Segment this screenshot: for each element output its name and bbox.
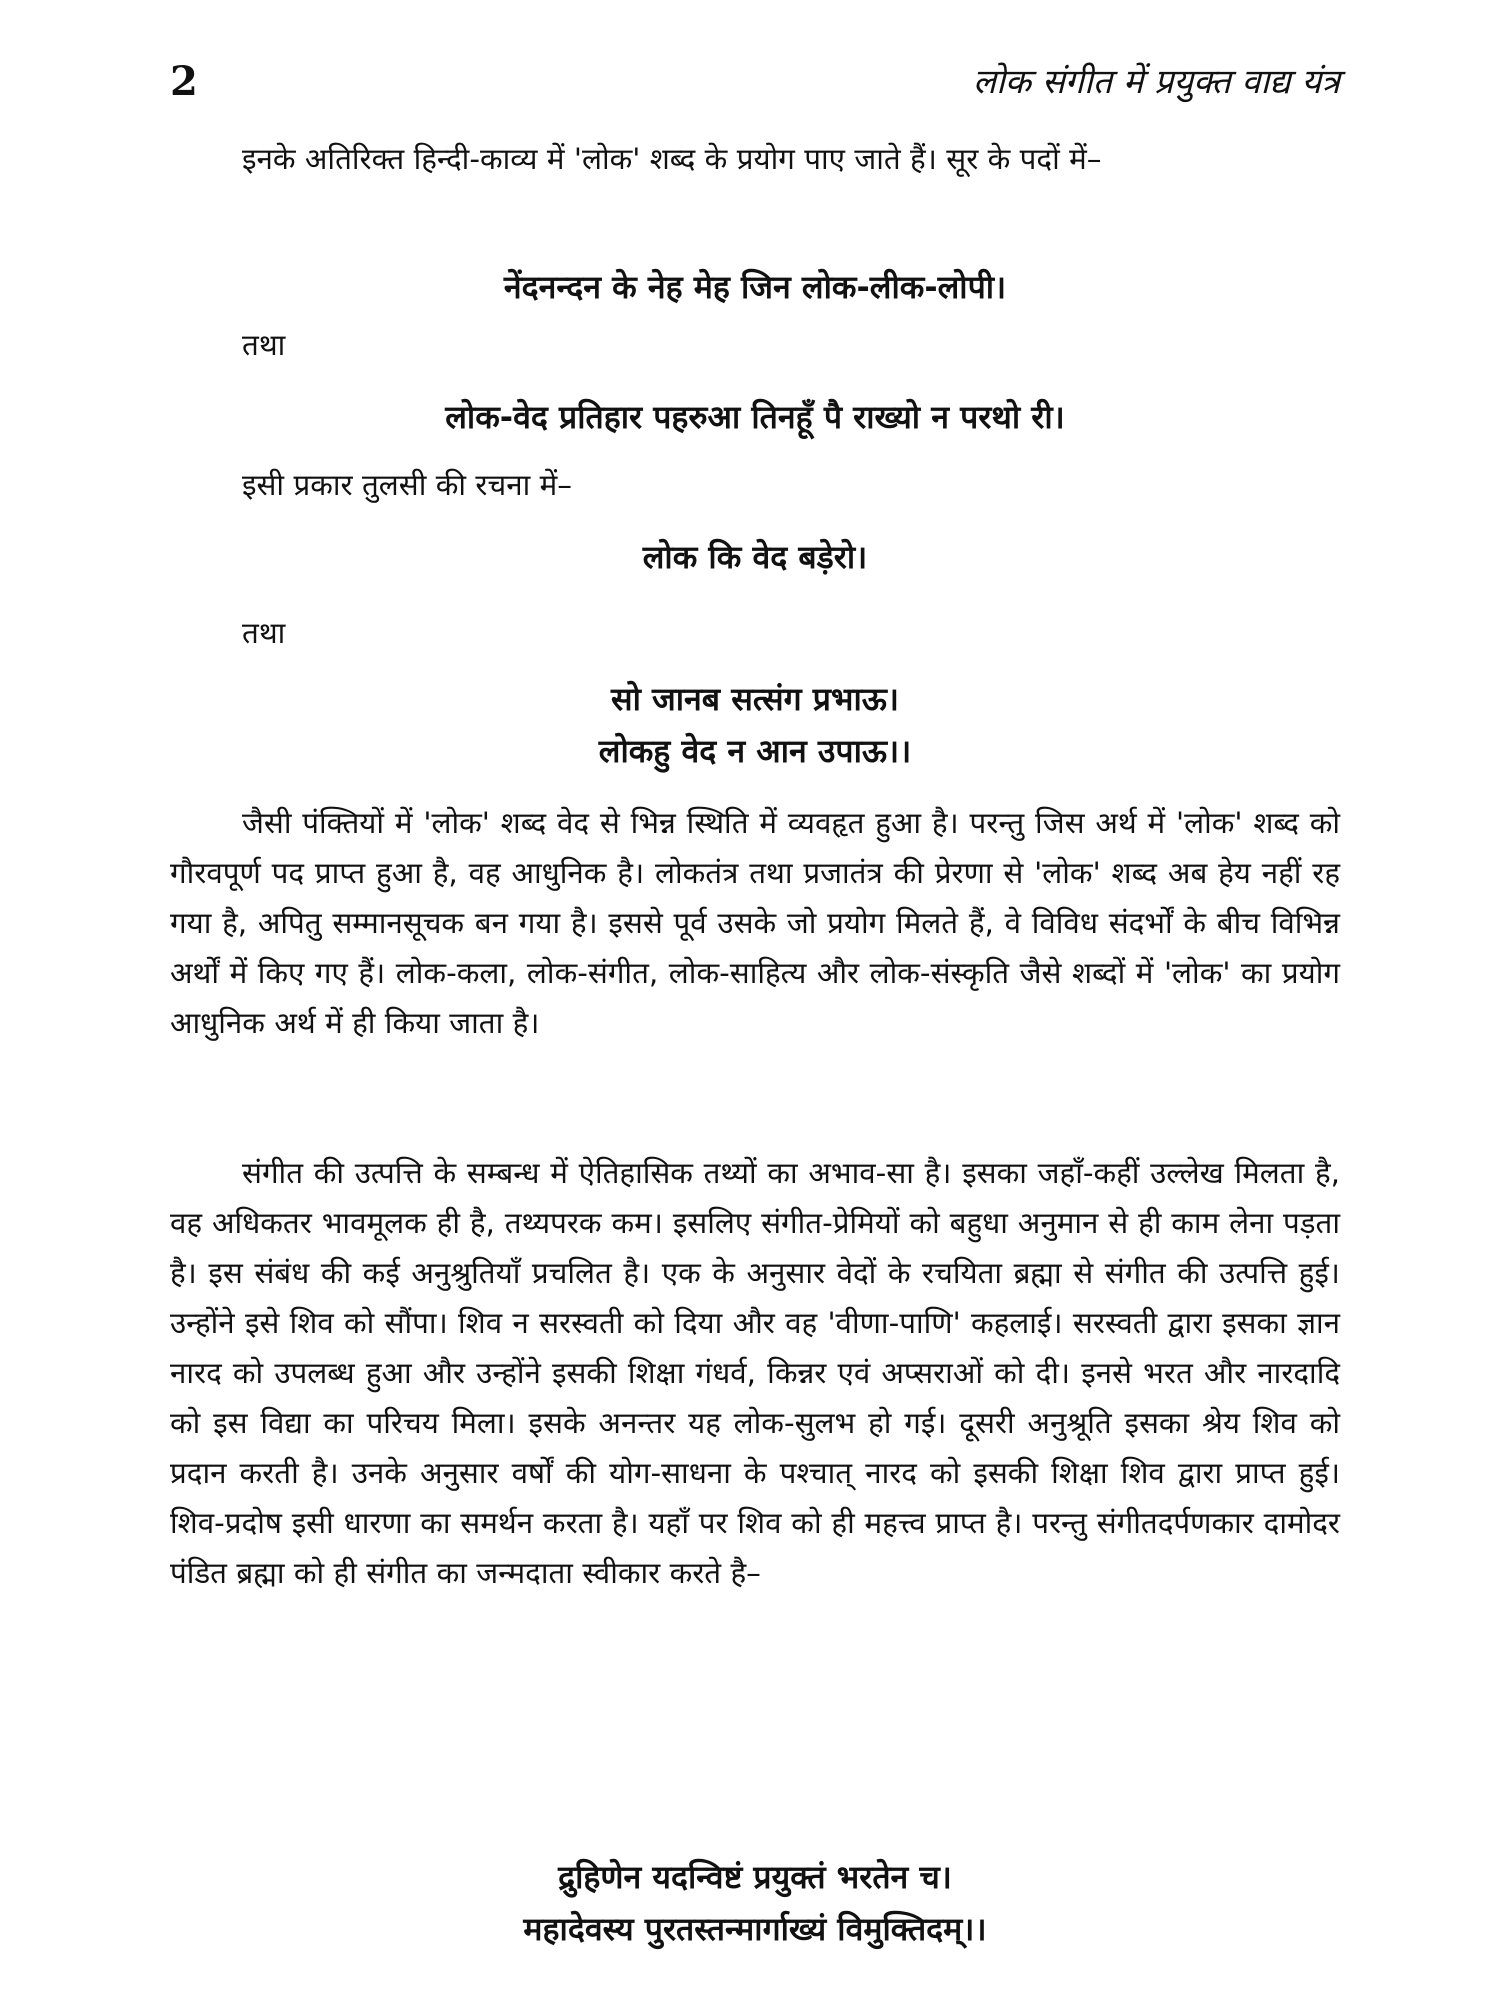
intro-paragraph [170, 134, 1340, 184]
origin-paragraph [170, 1148, 1340, 1598]
tulsi-intro: इसी प्रकार तुलसी की रचना में– [242, 468, 572, 502]
lok-meaning-paragraph-text: जैसी पंक्तियों में 'लोक' शब्द वेद से भिन्न स्थिति में व्यवहृत हुआ है। परन्तु जिस अर्थ में 'लोक' शब्द को गौरवपूर्ण पद प्राप्त हुआ है, वह आधुनिक है। लोकतंत्र तथा प्रजातंत्र की प्रेरणा से 'लोक' शब्द अब हेय नहीं रह गया है, अपितु सम्मानसूचक बन गया है। इससे पूर्व उसके जो प्रयोग मिलते हैं, वे विविध संदर्भों के बीच विभिन्न अर्थों में किए गए हैं। लोक-कला, लोक-संगीत, लोक-साहित्य और लोक-संस्कृति जैसे शब्दों में 'लोक' का प्रयोग आधुनिक अर्थ में ही किया जाता है। [170, 806, 1340, 1040]
lok-meaning-paragraph [170, 798, 1340, 1048]
tulsi-chaupai-line-1: सो जानब सत्संग प्रभाऊ। [610, 680, 900, 718]
intro-paragraph-text: इनके अतिरिक्त हिन्दी-काव्य में 'लोक' शब्द के प्रयोग पाए जाते हैं। सूर के पदों में– [242, 142, 1102, 176]
tulsi-verse: लोक कि वेद बड़ेरो। [642, 538, 868, 576]
tulsi-chaupai-line-2: लोकहु वेद न आन उपाऊ।। [598, 732, 912, 770]
sur-verse: नेंदनन्दन के नेह मेह जिन लोक-लीक-लोपी। [503, 268, 1007, 306]
page-number: 2 [170, 58, 198, 105]
sur-verse-2: लोक-वेद प्रतिहार पहरुआ तिनहूँ पै राख्यो न परथो री। [445, 398, 1065, 436]
page-header [170, 52, 1340, 122]
origin-paragraph-text: संगीत की उत्पत्ति के सम्बन्ध में ऐतिहासिक तथ्यों का अभाव-सा है। इसका जहाँ-कहीं उल्लेख मिलता है, वह अधिकतर भावमूलक ही है, तथ्यपरक कम। इसलिए संगीत-प्रेमियों को बहुधा अनुमान से ही काम लेना पड़ता है। इस संबंध की कई अनुश्रुतियाँ प्रचलित है। एक के अनुसार वेदों के रचयिता ब्रह्मा से संगीत की उत्पत्ति हुई। उन्होंने इसे शिव को सौंपा। शिव न सरस्वती को दिया और वह 'वीणा-पाणि' कहलाई। सरस्वती द्वारा इसका ज्ञान नारद को उपलब्ध हुआ और उन्होंने इसकी शिक्षा गंधर्व, किन्नर एवं अप्सराओं को दी। इनसे भरत और नारदादि को इस विद्या का परिचय मिला। इसके अनन्तर यह लोक-सुलभ हो गई। दूसरी अनुश्रूति इसका श्रेय शिव को प्रदान करती है। उनके अनुसार वर्षों की योग-साधना के पश्चात् नारद को इसकी शिक्षा शिव द्वारा प्राप्त हुई। शिव-प्रदोष इसी धारणा का समर्थन करता है। यहाँ पर शिव को ही महत्त्व प्राप्त है। परन्तु संगीतदर्पणकार दामोदर पंडित ब्रह्मा को ही संगीत का जन्मदाता स्वीकार करते है– [170, 1156, 1340, 1590]
sanskrit-shloka-line-2: महादेवस्य पुरतस्तन्मार्गाख्यं विमुक्तिदम्।। [523, 1910, 987, 1948]
sanskrit-shloka-line-1: द्रुहिणेन यदन्विष्टं प्रयुक्तं भरतेन च। [558, 1858, 952, 1896]
tatha-label-1: तथा [242, 328, 286, 362]
running-title: लोक संगीत में प्रयुक्त वाद्य यंत्र [973, 62, 1340, 102]
tatha-label-2: तथा [242, 616, 286, 650]
